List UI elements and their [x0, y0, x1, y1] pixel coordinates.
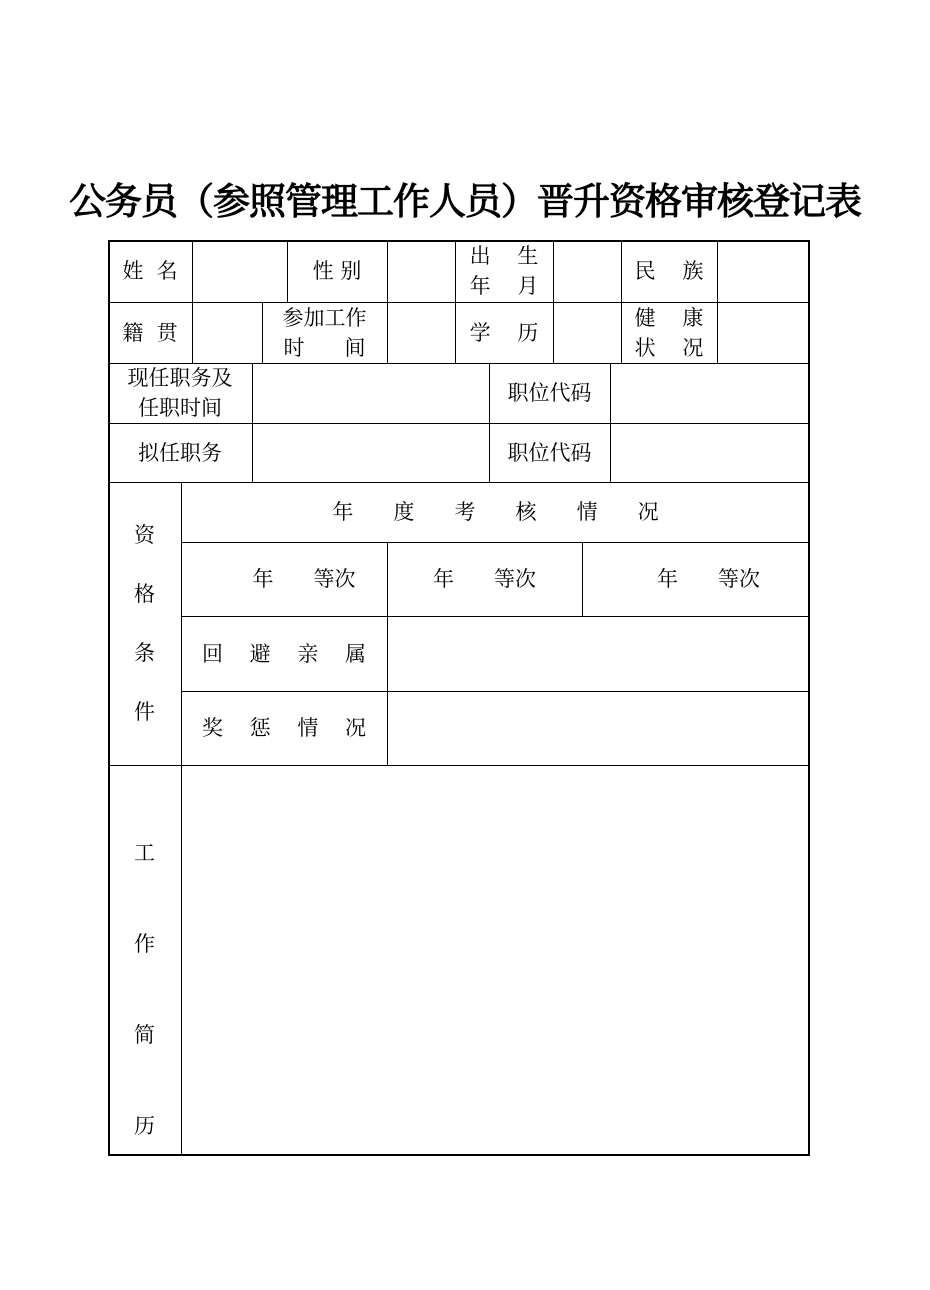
name-field[interactable]: [193, 241, 287, 302]
birth-date-field[interactable]: [554, 241, 621, 302]
work-history-side-label: [108, 765, 181, 1156]
post-code-field[interactable]: [611, 364, 808, 423]
annual-review-header: 年 度 考 核 情 况: [332, 500, 659, 524]
ethnicity-field[interactable]: [718, 241, 808, 302]
page-title: 公务员（参照管理工作人员）晋升资格审核登记表: [69, 180, 861, 223]
qualification-char: 条: [134, 640, 155, 665]
avoid-relatives-label: 回 避 亲 属: [201, 641, 367, 666]
health-line2: 状 况: [634, 335, 704, 360]
proposed-post-code-field[interactable]: [611, 424, 808, 482]
health-line1: 健 康: [634, 305, 704, 330]
work-history-field[interactable]: [182, 766, 808, 1154]
proposed-post-field[interactable]: [253, 424, 489, 482]
work-history-char: 作: [134, 932, 155, 956]
qualification-side-label: [108, 482, 181, 765]
native-place-label: 籍 贯: [122, 320, 178, 345]
work-history-char: 工: [134, 841, 155, 865]
rewards-label: 奖 惩 情 况: [201, 716, 367, 740]
name-label: 姓 名: [122, 259, 178, 283]
birth-date-label: [455, 240, 553, 302]
health-status-label: [621, 302, 717, 363]
gender-field[interactable]: [388, 241, 455, 302]
year-grade-2[interactable]: 年 等次: [432, 567, 537, 591]
work-history-char: 简: [134, 1023, 155, 1047]
join-work-time-field[interactable]: [388, 303, 455, 363]
current-post-label: [108, 363, 252, 423]
qualification-char: 资: [134, 522, 155, 547]
gender-label: 性 别: [312, 259, 362, 283]
birth-label-line1: 出 生: [469, 244, 539, 268]
rewards-field[interactable]: [388, 692, 808, 765]
native-place-field[interactable]: [193, 303, 262, 363]
birth-label-line2: 年 月: [469, 274, 539, 298]
join-work-time-label: [262, 302, 387, 363]
education-field[interactable]: [554, 303, 621, 363]
post-code-label: 职位代码: [507, 381, 592, 405]
work-history-char: 历: [134, 1114, 155, 1138]
join-work-line2: 时 间: [283, 335, 366, 360]
qualification-char: 件: [134, 699, 155, 724]
avoid-relatives-field[interactable]: [388, 617, 808, 691]
join-work-line1: 参加工作: [282, 305, 367, 330]
current-post-line1: 现任职务及: [127, 366, 233, 390]
year-grade-1[interactable]: 年 等次: [252, 567, 356, 591]
health-status-field[interactable]: [718, 303, 808, 363]
year-grade-3[interactable]: 年 等次: [656, 567, 761, 591]
qualification-char: 格: [134, 581, 155, 606]
current-post-field[interactable]: [253, 364, 489, 423]
current-post-line2: 任职时间: [138, 396, 222, 420]
ethnicity-label: 民 族: [634, 259, 704, 283]
education-label: 学 历: [469, 320, 539, 345]
proposed-post-code-label: 职位代码: [507, 440, 592, 465]
proposed-post-label: 拟任职务: [138, 440, 222, 465]
